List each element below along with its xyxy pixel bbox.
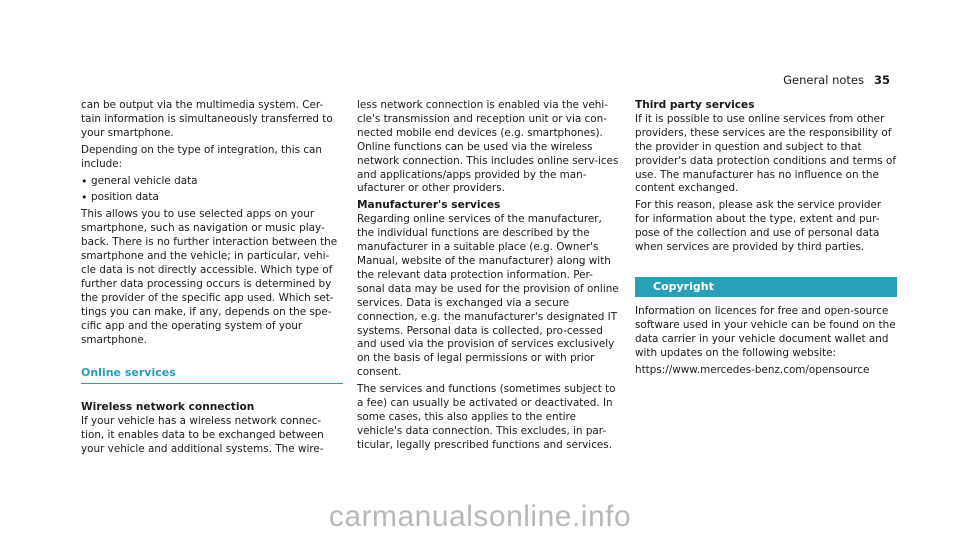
paragraph: Depending on the type of integration, this can include: [81,143,322,170]
page-header [783,73,890,87]
paragraph: Information on licences for free and open-source software used in your vehicle can be found on the data carrier in your vehicle document wallet and with updates on the following website: [635,304,896,359]
subheading-manufacturer-services: Manufacturer's services [357,199,501,212]
column-middle [357,99,619,456]
column-left [81,99,343,460]
section-heading-online-services: Online services [81,366,343,384]
paragraph: If your vehicle has a wireless network connec-tion, it enables data to be exchanged between your vehicle and additional systems. The wire- [81,415,324,456]
website-url: https://www.mercedes-benz.com/opensource [635,363,870,376]
paragraph: This allows you to use selected apps on your smartphone, such as navigation or music play-back. There is no further interaction between the smartphone and the vehicle; in particular, vehi-cle data is not directly accessible. Which type of further data processing occurs is determined by the provider of the specific app used. Which set-tings you can make, if any, depends on the spe-cific app and the operating system of your smartphone. [81,208,338,346]
subheading-third-party: Third party services [635,99,755,111]
paragraph: Regarding online services of the manufacturer, the individual functions are described by the manufacturer in a suitable place (e.g. Owner's Manual, website of the manufacturer) along with the relevant data protection information. Per-sonal data may be used for the provision of online services. Data is exchanged via a secure connection, e.g. the manufacturer's designated IT systems. Personal data is collected, pro-cessed and used via the provision of services exclusively on the basis of legal permissions or with prior consent. [357,213,619,379]
paragraph: If it is possible to use online services from other providers, these services are the responsibility of the provider in question and subject to that provider's data protection conditions and terms of use. The manufacturer has no influence on the content exchanged. [635,112,896,195]
paragraph: can be output via the multimedia system. Cer-tain information is simultaneously transferred to your smartphone. [81,99,333,139]
list-item: • position data [81,191,343,205]
copyright-heading-bar: Copyright [635,277,897,297]
paragraph: less network connection is enabled via the vehi-cle's transmission and reception unit or via con-nected mobile end devices (e.g. smartphones). Online functions can be used via the wireless network connection. This includes online serv-ices and applications/apps provided by the man-ufacturer or other providers. [357,99,619,195]
column-right [635,99,897,380]
paragraph: The services and functions (sometimes subject to a fee) can usually be activated or deactivated. In some cases, this also applies to the entire vehicle's data connection. This excludes, in par-ticular, legally prescribed functions and services. [357,383,616,451]
watermark: carmanualsonline.info [328,500,632,533]
section-name: General notes [783,73,864,87]
list-item: • general vehicle data [81,175,343,189]
paragraph: For this reason, please ask the service provider for information about the type, extent and pur-pose of the collection and use of personal data when services are provided by third parties. [635,199,882,254]
bullet-list [81,175,343,206]
page-number: 35 [873,73,890,87]
subheading-wireless: Wireless network connection [81,401,255,414]
